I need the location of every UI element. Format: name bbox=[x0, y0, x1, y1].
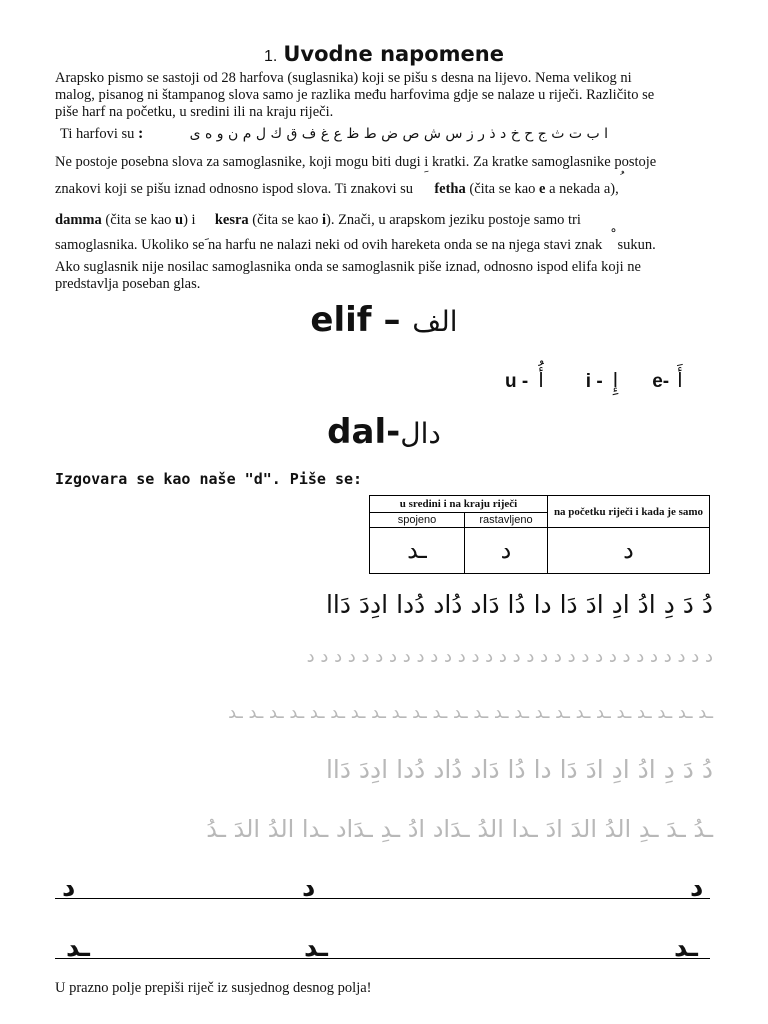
dal-heading bbox=[0, 412, 768, 452]
footer-instruction: U prazno polje prepiši riječ iz susjednog desnog polja! bbox=[55, 980, 372, 996]
u-label: u - bbox=[505, 371, 529, 392]
intro-line: malog, pisanog ni štampanog slova samo je razlika među harfovima gdje se nalaze u riječi. Različito se bbox=[55, 87, 655, 103]
line2-letter-middle: ـد bbox=[304, 933, 328, 963]
writing-line-1[interactable] bbox=[55, 898, 710, 899]
practice-row-trace-3: دُ دَ دِ ادُ ادِ ادَ دَا دا دُا دَاد دُاد دُدا ادِدَ دَاا bbox=[325, 755, 713, 784]
kesra-desc: (čita se kao bbox=[252, 212, 319, 228]
practice-row-trace-2: ـد ـد ـد ـد ـد ـد ـد ـد ـد ـد ـد ـد ـد ـد ـد ـد ـد ـد ـد ـد ـد ـد ـد ـد bbox=[228, 702, 713, 723]
section-number: 1. bbox=[264, 48, 278, 65]
intro-line: Arapsko pismo se sastoji od 28 harfova (suglasnika) koji se pišu s desna na lijevo. Nema velikog ni bbox=[55, 70, 632, 86]
elif-heading bbox=[0, 300, 768, 340]
dal-latin: dal bbox=[327, 412, 387, 452]
damma-term: damma bbox=[55, 212, 102, 228]
vowel-line-4 bbox=[55, 237, 656, 254]
damma-sound: u bbox=[175, 212, 184, 228]
dal-dash: - bbox=[386, 412, 401, 452]
e-arabic: أَ bbox=[677, 368, 683, 392]
fetha-desc-2: a nekada a), bbox=[549, 181, 619, 197]
table-sub-separate: rastavljeno bbox=[465, 513, 548, 528]
line2-letter-left: ـد bbox=[66, 933, 90, 963]
table-sub-joined: spojeno bbox=[370, 513, 465, 528]
line1-letter-middle: د bbox=[302, 873, 316, 903]
fetha-sound: e bbox=[539, 181, 546, 197]
vowel-text: samoglasnika. Ukoliko se na harfu ne nalazi neki od ovih hareketa onda se na njega stavi znak bbox=[55, 237, 603, 253]
kesra-sound: i bbox=[321, 212, 326, 228]
kesra-desc-2: ). Znači, u arapskom jeziku postoje samo tri bbox=[325, 212, 581, 228]
i-arabic: إِ bbox=[612, 368, 619, 392]
pronunciation-text-2: ". Piše se: bbox=[262, 470, 363, 488]
elif-dash: – bbox=[383, 300, 401, 340]
vowel-text: sukun. bbox=[617, 237, 656, 253]
damma-desc: (čita se kao bbox=[105, 212, 172, 228]
elif-arabic: الف bbox=[412, 305, 458, 338]
damma-desc-2: ) i bbox=[183, 212, 196, 228]
writing-line-2[interactable] bbox=[55, 958, 710, 959]
alphabet-line bbox=[60, 125, 143, 143]
alphabet-colon: : bbox=[138, 125, 144, 142]
line1-letter-right: د bbox=[690, 873, 704, 903]
pronunciation-letter: d bbox=[253, 470, 263, 488]
pronunciation-text: Izgovara se kao naše " bbox=[55, 470, 254, 488]
fetha-desc: (čita se kao bbox=[469, 181, 536, 197]
kesra-term: kesra bbox=[214, 212, 249, 228]
letter-forms-table bbox=[369, 495, 710, 574]
practice-row-trace-4: ـدُ ـدَ ـدِ الدُ الدَ ادَ ـدا الدُ ـدَاد ادُ ـدِ ـدَاد ـدا الدُ الدَ ـدُ bbox=[206, 815, 713, 843]
i-label: i - bbox=[585, 371, 603, 392]
vowel-text: znakovi koji se pišu iznad odnosno ispod slova. Ti znakovi su bbox=[55, 181, 414, 197]
practice-row-bold: دُ دَ دِ ادُ ادِ ادَ دَا دا دُا دَاد دُاد دُدا ادِدَ دَاا bbox=[325, 590, 713, 619]
u-arabic: أُ bbox=[538, 368, 544, 392]
pronunciation-line bbox=[55, 470, 362, 488]
intro-line: piše harf na početku, u sredini ili na kraju riječi. bbox=[55, 104, 334, 120]
table-header-middle: u sredini i na kraju riječi bbox=[370, 496, 548, 513]
elif-latin: elif bbox=[310, 300, 372, 340]
practice-row-trace-1: د د د د د د د د د د د د د د د د د د د د د د د د د د د د د د bbox=[306, 646, 713, 667]
vowel-paragraph-end bbox=[55, 259, 715, 293]
vowel-line-3 bbox=[55, 212, 581, 229]
vowel-line-2 bbox=[55, 181, 619, 198]
line1-letter-left: د bbox=[62, 873, 76, 903]
fetha-term: fetha bbox=[434, 181, 466, 197]
table-header-start: na početku riječi i kada je samo bbox=[548, 496, 710, 528]
vowel-line: predstavlja poseban glas. bbox=[55, 276, 201, 292]
e-label: e- bbox=[652, 371, 670, 392]
vowel-examples bbox=[505, 368, 683, 393]
line2-letter-right: ـد bbox=[674, 933, 698, 963]
alphabet-letters: ا ب ت ث ج ح خ د ذ ر ز س ش ص ض ط ظ ع غ ف ق ك ل م ن و ه ى bbox=[189, 126, 608, 142]
vowel-line: Ne postoje posebna slova za samoglasnike, koji mogu biti dugi i kratki. Za kratke samoglasnike postoje bbox=[55, 154, 657, 170]
dal-arabic: دال bbox=[400, 417, 441, 450]
vowel-line: Ako suglasnik nije nosilac samoglasnika onda se samoglasnik piše iznad, odnosno ispod elifa koji ne bbox=[55, 259, 641, 275]
table-form-start: د bbox=[548, 528, 710, 574]
section-title: Uvodne napomene bbox=[283, 42, 504, 66]
intro-paragraph bbox=[55, 70, 715, 121]
table-form-joined: ـد bbox=[370, 528, 465, 574]
table-form-separate: د bbox=[465, 528, 548, 574]
alphabet-label: Ti harfovi su bbox=[60, 126, 135, 142]
page-title bbox=[0, 42, 768, 66]
